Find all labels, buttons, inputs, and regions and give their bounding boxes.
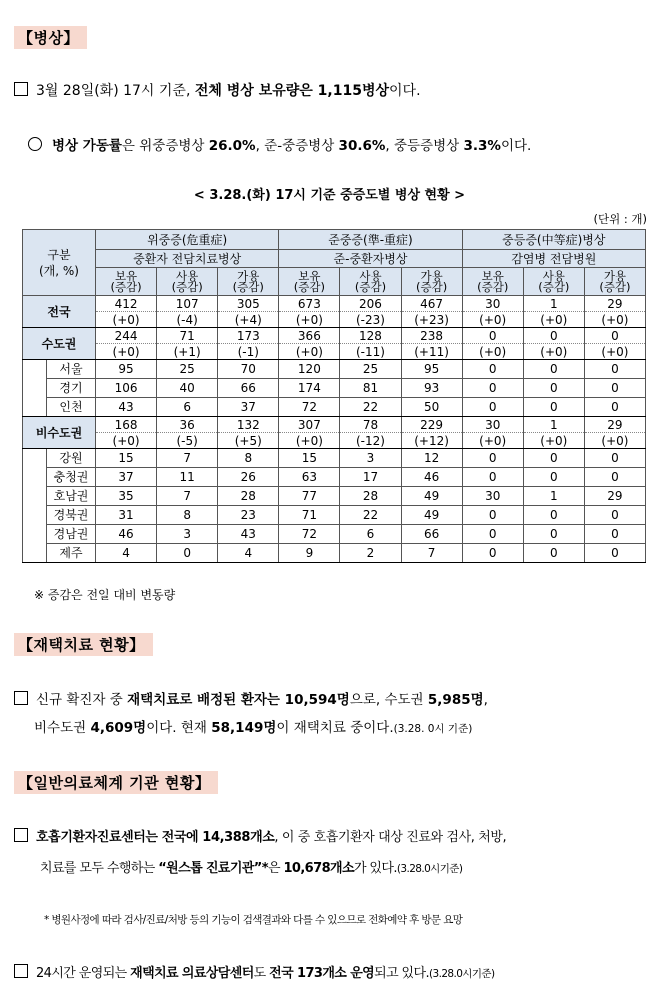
leaf-header-2-1: 사용 (증감) (523, 268, 584, 296)
table-cell: 29 (584, 417, 645, 433)
table-cell: 8 (218, 449, 279, 468)
table-cell-delta: (-12) (340, 433, 401, 449)
leaf-header-2-0: 보유 (증감) (462, 268, 523, 296)
table-cell-delta: (+0) (523, 433, 584, 449)
table-cell: 1 (523, 417, 584, 433)
table-cell-delta: (+0) (462, 312, 523, 328)
group-header-semi-critical: 준중증(準-重症) (279, 230, 462, 250)
region-name: 수도권 (23, 328, 96, 360)
table-row (23, 506, 646, 525)
table-cell: 72 (279, 525, 340, 544)
table-cell: 0 (523, 525, 584, 544)
leaf-header-0-2: 가용 (증감) (218, 268, 279, 296)
table-cell: 0 (462, 468, 523, 487)
table-cell: 78 (340, 417, 401, 433)
subregion-name: 호남권 (47, 487, 96, 506)
table-cell: 4 (96, 544, 157, 563)
table-cell: 50 (401, 398, 462, 417)
table-cell-delta: (-11) (340, 344, 401, 360)
group-subheader-semi-critical: 준-중환자병상 (279, 250, 462, 268)
checkbox-bullet-icon (14, 82, 28, 96)
table-cell: 3 (157, 525, 218, 544)
table-cell: 0 (462, 525, 523, 544)
table-cell: 31 (96, 506, 157, 525)
group-header-moderate: 중등증(中等症)병상 (462, 230, 645, 250)
table-row-delta (23, 312, 646, 328)
table-row-delta (23, 344, 646, 360)
leaf-header-row (23, 268, 646, 296)
leaf-header-1-0: 보유 (증감) (279, 268, 340, 296)
table-cell-delta: (+0) (96, 433, 157, 449)
table-cell-delta: (+0) (279, 433, 340, 449)
group-indent-cell (23, 360, 47, 417)
subregion-name: 경북권 (47, 506, 96, 525)
table-cell: 7 (157, 449, 218, 468)
table-cell: 25 (340, 360, 401, 379)
one-stop-footnote: * 병원사정에 따라 검사/진료/처방 등의 기능이 검색결과와 다를 수 있으므로 전화예약 후 방문 요망 (44, 914, 463, 926)
table-cell-delta: (+0) (584, 433, 645, 449)
table-cell: 168 (96, 417, 157, 433)
table-cell: 49 (401, 487, 462, 506)
section-header-home-treatment: 【재택치료 현황】 (14, 633, 153, 656)
subregion-name: 경남권 (47, 525, 96, 544)
table-cell-delta: (+0) (279, 312, 340, 328)
table-row (23, 449, 646, 468)
table-cell: 77 (279, 487, 340, 506)
subregion-name: 제주 (47, 544, 96, 563)
table-body (23, 296, 646, 563)
table-cell: 0 (584, 449, 645, 468)
table-cell: 22 (340, 398, 401, 417)
table-cell: 0 (523, 360, 584, 379)
section-header-beds: 【병상】 (14, 26, 87, 49)
table-cell: 467 (401, 296, 462, 312)
table-corner-header: 구분 (개, %) (23, 230, 96, 296)
table-row (23, 544, 646, 563)
table-cell-delta: (+0) (279, 344, 340, 360)
subregion-name: 강원 (47, 449, 96, 468)
table-cell: 307 (279, 417, 340, 433)
table-cell: 70 (218, 360, 279, 379)
table-cell: 22 (340, 506, 401, 525)
table-cell: 1 (523, 296, 584, 312)
table-cell: 66 (401, 525, 462, 544)
table-cell: 173 (218, 328, 279, 344)
table-cell: 9 (279, 544, 340, 563)
table-cell: 0 (523, 544, 584, 563)
table-cell: 0 (584, 506, 645, 525)
section-header-general-care: 【일반의료체계 기관 현황】 (14, 771, 218, 794)
table-cell: 0 (584, 544, 645, 563)
table-row (23, 398, 646, 417)
paragraph-home-treatment-line1: 신규 확진자 중 재택치료로 배정된 환자는 10,594명으로, 수도권 5,985명, (14, 688, 488, 708)
table-cell: 43 (96, 398, 157, 417)
subregion-name: 경기 (47, 379, 96, 398)
table-cell-delta: (+0) (584, 312, 645, 328)
table-cell-delta: (+0) (523, 344, 584, 360)
checkbox-bullet-icon (14, 828, 28, 842)
paragraph-home-treatment-line2: 비수도권 4,609명이다. 현재 58,149명이 재택치료 중이다.(3.28. 0시 기준) (34, 720, 473, 736)
table-cell: 0 (584, 360, 645, 379)
table-cell: 93 (401, 379, 462, 398)
table-cell: 46 (96, 525, 157, 544)
table-cell: 46 (401, 468, 462, 487)
table-cell: 673 (279, 296, 340, 312)
table-cell: 0 (462, 379, 523, 398)
table-cell-delta: (-1) (218, 344, 279, 360)
table-cell: 95 (401, 360, 462, 379)
table-cell: 0 (462, 506, 523, 525)
table-row (23, 360, 646, 379)
table-row (23, 328, 646, 344)
bed-status-table (22, 229, 646, 563)
table-cell-delta: (+0) (96, 312, 157, 328)
table-cell: 3 (340, 449, 401, 468)
table-cell: 71 (279, 506, 340, 525)
table-cell: 28 (218, 487, 279, 506)
table-cell: 6 (340, 525, 401, 544)
table-cell: 305 (218, 296, 279, 312)
table-cell-delta: (-23) (340, 312, 401, 328)
table-cell: 37 (218, 398, 279, 417)
circle-bullet-icon (28, 137, 42, 151)
table-row (23, 417, 646, 433)
table-cell: 12 (401, 449, 462, 468)
table-cell: 0 (157, 544, 218, 563)
table-row (23, 296, 646, 312)
table-cell: 0 (523, 468, 584, 487)
table-cell: 106 (96, 379, 157, 398)
paragraph-total-beds: 3월 28일(화) 17시 기준, 전체 병상 보유량은 1,115병상이다. (14, 80, 421, 100)
table-cell: 49 (401, 506, 462, 525)
table-cell: 132 (218, 417, 279, 433)
table-cell: 0 (523, 506, 584, 525)
table-cell: 30 (462, 487, 523, 506)
table-cell: 0 (584, 525, 645, 544)
paragraph-consult-centers: 24시간 운영되는 재택치료 의료상담센터도 전국 173개소 운영되고 있다.(3.28.0시기준) (14, 962, 494, 981)
table-cell: 244 (96, 328, 157, 344)
table-cell: 15 (96, 449, 157, 468)
table-cell: 0 (462, 544, 523, 563)
table-cell: 0 (462, 449, 523, 468)
paragraph-respiratory-centers-line2: 치료를 모두 수행하는 “원스톱 진료기관”*은 10,678개소가 있다.(3.28.0시기준) (40, 861, 463, 876)
table-cell: 0 (584, 468, 645, 487)
table-cell-delta: (+11) (401, 344, 462, 360)
region-name: 비수도권 (23, 417, 96, 449)
table-cell: 11 (157, 468, 218, 487)
table-cell: 30 (462, 417, 523, 433)
table-cell: 412 (96, 296, 157, 312)
table-cell: 1 (523, 487, 584, 506)
table-cell: 8 (157, 506, 218, 525)
table-cell: 36 (157, 417, 218, 433)
table-cell: 0 (523, 328, 584, 344)
table-cell: 17 (340, 468, 401, 487)
table-cell: 2 (340, 544, 401, 563)
subregion-name: 서울 (47, 360, 96, 379)
table-cell: 25 (157, 360, 218, 379)
table-cell: 0 (462, 328, 523, 344)
table-cell-delta: (-4) (157, 312, 218, 328)
leaf-header-0-0: 보유 (증감) (96, 268, 157, 296)
table-cell: 71 (157, 328, 218, 344)
group-subheader-critical: 중환자 전담치료병상 (96, 250, 279, 268)
table-cell-delta: (+0) (96, 344, 157, 360)
table-cell: 238 (401, 328, 462, 344)
table-cell: 66 (218, 379, 279, 398)
region-name: 전국 (23, 296, 96, 328)
table-cell: 29 (584, 487, 645, 506)
table-cell: 366 (279, 328, 340, 344)
table-cell-delta: (+0) (462, 433, 523, 449)
table-cell: 28 (340, 487, 401, 506)
table-cell: 0 (462, 360, 523, 379)
table-cell: 43 (218, 525, 279, 544)
table-cell: 29 (584, 296, 645, 312)
paragraph-respiratory-centers-line1: 호흡기환자진료센터는 전국에 14,388개소, 이 중 호흡기환자 대상 진료와 검사, 처방, (14, 826, 506, 845)
table-cell: 0 (523, 449, 584, 468)
leaf-header-2-2: 가용 (증감) (584, 268, 645, 296)
table-cell-delta: (+1) (157, 344, 218, 360)
group-subheader-moderate: 감염병 전담병원 (462, 250, 645, 268)
leaf-header-1-2: 가용 (증감) (401, 268, 462, 296)
table-unit: (단위 : 개) (593, 212, 647, 226)
group-indent-cell (23, 449, 47, 563)
group-header-critical: 위중증(危重症) (96, 230, 279, 250)
table-cell: 0 (462, 398, 523, 417)
table-cell-delta: (+12) (401, 433, 462, 449)
table-row (23, 468, 646, 487)
table-cell: 4 (218, 544, 279, 563)
checkbox-bullet-icon (14, 964, 28, 978)
table-cell: 7 (401, 544, 462, 563)
table-cell-delta: (-5) (157, 433, 218, 449)
table-cell: 0 (584, 398, 645, 417)
table-cell: 229 (401, 417, 462, 433)
table-cell-delta: (+5) (218, 433, 279, 449)
table-cell: 120 (279, 360, 340, 379)
leaf-header-1-1: 사용 (증감) (340, 268, 401, 296)
table-row-delta (23, 433, 646, 449)
table-cell: 0 (523, 398, 584, 417)
subregion-name: 충청권 (47, 468, 96, 487)
table-cell: 81 (340, 379, 401, 398)
table-cell: 72 (279, 398, 340, 417)
checkbox-bullet-icon (14, 691, 28, 705)
table-cell-delta: (+0) (462, 344, 523, 360)
table-cell: 174 (279, 379, 340, 398)
table-cell: 0 (584, 328, 645, 344)
table-cell: 128 (340, 328, 401, 344)
table-cell-delta: (+0) (523, 312, 584, 328)
table-row (23, 379, 646, 398)
table-row (23, 487, 646, 506)
paragraph-occupancy: 병상 가동률은 위중증병상 26.0%, 준-중증병상 30.6%, 중등증병상 3.3%이다. (28, 134, 531, 154)
leaf-header-0-1: 사용 (증감) (157, 268, 218, 296)
table-cell: 30 (462, 296, 523, 312)
table-cell: 6 (157, 398, 218, 417)
table-cell-delta: (+4) (218, 312, 279, 328)
table-row (23, 525, 646, 544)
table-cell: 206 (340, 296, 401, 312)
table-caption: < 3.28.(화) 17시 기준 중증도별 병상 현황 > (193, 188, 466, 203)
table-cell: 0 (584, 379, 645, 398)
table-cell: 23 (218, 506, 279, 525)
table-cell-delta: (+23) (401, 312, 462, 328)
table-footnote: ※ 증감은 전일 대비 변동량 (34, 588, 176, 602)
table-cell: 15 (279, 449, 340, 468)
table-cell: 107 (157, 296, 218, 312)
subregion-name: 인천 (47, 398, 96, 417)
table-cell: 37 (96, 468, 157, 487)
table-cell: 95 (96, 360, 157, 379)
table-cell: 35 (96, 487, 157, 506)
table-cell: 0 (523, 379, 584, 398)
table-cell: 63 (279, 468, 340, 487)
table-cell-delta: (+0) (584, 344, 645, 360)
table-cell: 7 (157, 487, 218, 506)
table-cell: 26 (218, 468, 279, 487)
table-cell: 40 (157, 379, 218, 398)
